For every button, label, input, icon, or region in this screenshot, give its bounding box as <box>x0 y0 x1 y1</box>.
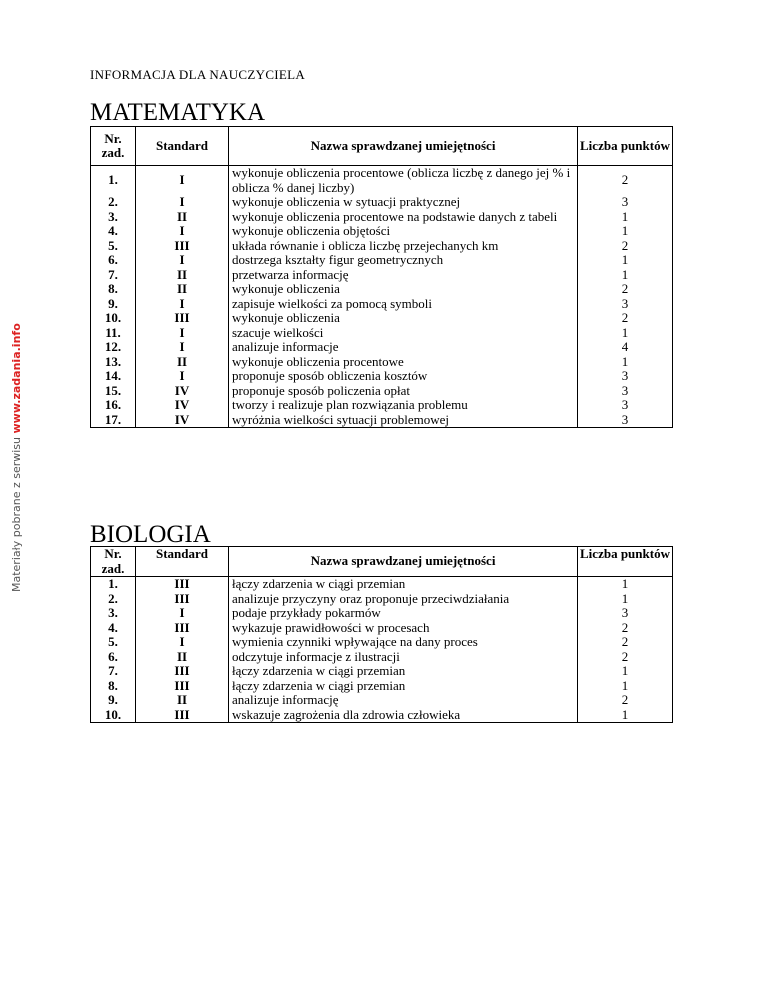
cell-nr: 6. <box>91 650 136 665</box>
cell-skill: tworzy i realizuje plan rozwiązania problemu <box>229 398 578 413</box>
biologia-table <box>90 546 673 723</box>
cell-skill: szacuje wielkości <box>229 326 578 341</box>
cell-nr: 2. <box>91 195 136 210</box>
section-title-biologia: BIOLOGIA <box>90 521 211 548</box>
cell-points: 1 <box>578 664 673 679</box>
cell-points: 3 <box>578 369 673 384</box>
cell-standard: IV <box>136 398 229 413</box>
cell-standard: III <box>136 577 229 592</box>
table-row <box>91 413 673 428</box>
cell-nr: 12. <box>91 340 136 355</box>
matematyka-table-body <box>91 166 673 428</box>
cell-skill: wykonuje obliczenia w sytuacji praktycznej <box>229 195 578 210</box>
cell-skill: proponuje sposób obliczenia kosztów <box>229 369 578 384</box>
cell-standard: III <box>136 592 229 607</box>
cell-nr: 5. <box>91 239 136 254</box>
table-row <box>91 355 673 370</box>
cell-points: 1 <box>578 326 673 341</box>
cell-standard: I <box>136 195 229 210</box>
table-row <box>91 239 673 254</box>
watermark-prefix: Materiały pobrane z serwisu <box>10 433 23 592</box>
cell-points: 3 <box>578 195 673 210</box>
cell-nr: 4. <box>91 224 136 239</box>
cell-standard: I <box>136 224 229 239</box>
cell-standard: III <box>136 239 229 254</box>
cell-skill: analizuje informacje <box>229 340 578 355</box>
cell-points: 2 <box>578 621 673 636</box>
cell-nr: 3. <box>91 210 136 225</box>
watermark-site: www.zadania.info <box>10 323 23 434</box>
table-row <box>91 340 673 355</box>
table-row <box>91 606 673 621</box>
cell-standard: I <box>136 369 229 384</box>
cell-skill: wykazuje prawidłowości w procesach <box>229 621 578 636</box>
cell-points: 2 <box>578 311 673 326</box>
cell-points: 2 <box>578 693 673 708</box>
cell-standard: IV <box>136 384 229 399</box>
header-points: Liczba punktów <box>578 547 673 577</box>
cell-nr: 7. <box>91 268 136 283</box>
cell-skill: łączy zdarzenia w ciągi przemian <box>229 577 578 592</box>
cell-points: 3 <box>578 398 673 413</box>
table-row <box>91 621 673 636</box>
cell-nr: 1. <box>91 577 136 592</box>
table-row <box>91 650 673 665</box>
header-points: Liczba punktów <box>578 127 673 166</box>
cell-standard: II <box>136 210 229 225</box>
table-row <box>91 693 673 708</box>
cell-nr: 16. <box>91 398 136 413</box>
cell-nr: 1. <box>91 166 136 196</box>
cell-standard: III <box>136 664 229 679</box>
table-row <box>91 592 673 607</box>
cell-standard: I <box>136 166 229 196</box>
cell-points: 3 <box>578 413 673 428</box>
cell-nr: 10. <box>91 311 136 326</box>
cell-points: 3 <box>578 606 673 621</box>
cell-standard: II <box>136 650 229 665</box>
cell-nr: 4. <box>91 621 136 636</box>
cell-nr: 17. <box>91 413 136 428</box>
cell-skill: układa równanie i oblicza liczbę przejechanych km <box>229 239 578 254</box>
table-row <box>91 708 673 723</box>
cell-skill: analizuje informację <box>229 693 578 708</box>
table-row <box>91 679 673 694</box>
cell-points: 4 <box>578 340 673 355</box>
cell-skill: analizuje przyczyny oraz proponuje przeciwdziałania <box>229 592 578 607</box>
header-nr: Nr. zad. <box>91 127 136 166</box>
cell-points: 1 <box>578 253 673 268</box>
document-header: INFORMACJA DLA NAUCZYCIELA <box>90 67 306 82</box>
cell-skill: łączy zdarzenia w ciągi przemian <box>229 679 578 694</box>
cell-standard: III <box>136 708 229 723</box>
cell-nr: 8. <box>91 282 136 297</box>
cell-nr: 8. <box>91 679 136 694</box>
cell-skill: wykonuje obliczenia <box>229 311 578 326</box>
cell-nr: 11. <box>91 326 136 341</box>
cell-skill: wymienia czynniki wpływające na dany proces <box>229 635 578 650</box>
header-skill: Nazwa sprawdzanej umiejętności <box>229 127 578 166</box>
table-row <box>91 210 673 225</box>
cell-nr: 10. <box>91 708 136 723</box>
cell-standard: II <box>136 268 229 283</box>
cell-nr: 7. <box>91 664 136 679</box>
header-nr: Nr. zad. <box>91 547 136 577</box>
table-row <box>91 253 673 268</box>
cell-nr: 5. <box>91 635 136 650</box>
table-row <box>91 384 673 399</box>
cell-standard: III <box>136 621 229 636</box>
cell-standard: I <box>136 635 229 650</box>
cell-skill: proponuje sposób policzenia opłat <box>229 384 578 399</box>
cell-standard: I <box>136 253 229 268</box>
cell-points: 1 <box>578 355 673 370</box>
cell-standard: I <box>136 297 229 312</box>
table-row <box>91 297 673 312</box>
cell-points: 2 <box>578 166 673 196</box>
header-standard: Standard <box>136 547 229 577</box>
cell-nr: 3. <box>91 606 136 621</box>
biologia-table-body <box>91 577 673 723</box>
cell-nr: 15. <box>91 384 136 399</box>
cell-nr: 9. <box>91 297 136 312</box>
cell-points: 2 <box>578 650 673 665</box>
cell-skill: odczytuje informacje z ilustracji <box>229 650 578 665</box>
table-header-row <box>91 127 673 166</box>
cell-nr: 13. <box>91 355 136 370</box>
cell-points: 2 <box>578 239 673 254</box>
cell-standard: II <box>136 355 229 370</box>
cell-skill: dostrzega kształty figur geometrycznych <box>229 253 578 268</box>
cell-points: 1 <box>578 210 673 225</box>
cell-standard: III <box>136 679 229 694</box>
header-skill: Nazwa sprawdzanej umiejętności <box>229 547 578 577</box>
table-row <box>91 311 673 326</box>
table-row <box>91 224 673 239</box>
cell-standard: III <box>136 311 229 326</box>
cell-points: 3 <box>578 297 673 312</box>
cell-points: 2 <box>578 282 673 297</box>
cell-skill: łączy zdarzenia w ciągi przemian <box>229 664 578 679</box>
matematyka-table <box>90 126 673 428</box>
cell-standard: I <box>136 326 229 341</box>
cell-skill: wykonuje obliczenia procentowe <box>229 355 578 370</box>
cell-standard: II <box>136 693 229 708</box>
cell-skill: wykonuje obliczenia procentowe (oblicza liczbę z danego jej % i oblicza % danej liczby) <box>229 166 578 196</box>
cell-points: 1 <box>578 224 673 239</box>
table-row <box>91 282 673 297</box>
table-row <box>91 577 673 592</box>
cell-standard: II <box>136 282 229 297</box>
cell-points: 3 <box>578 384 673 399</box>
cell-nr: 2. <box>91 592 136 607</box>
table-row <box>91 195 673 210</box>
cell-points: 1 <box>578 592 673 607</box>
table-row <box>91 635 673 650</box>
table-row <box>91 326 673 341</box>
cell-skill: wskazuje zagrożenia dla zdrowia człowieka <box>229 708 578 723</box>
table-row <box>91 664 673 679</box>
table-row <box>91 398 673 413</box>
cell-nr: 14. <box>91 369 136 384</box>
cell-nr: 9. <box>91 693 136 708</box>
cell-skill: zapisuje wielkości za pomocą symboli <box>229 297 578 312</box>
table-row <box>91 369 673 384</box>
cell-nr: 6. <box>91 253 136 268</box>
cell-standard: I <box>136 606 229 621</box>
cell-skill: przetwarza informację <box>229 268 578 283</box>
cell-skill: wykonuje obliczenia objętości <box>229 224 578 239</box>
cell-points: 1 <box>578 268 673 283</box>
cell-standard: I <box>136 340 229 355</box>
cell-skill: wykonuje obliczenia procentowe na podstawie danych z tabeli <box>229 210 578 225</box>
cell-skill: wyróżnia wielkości sytuacji problemowej <box>229 413 578 428</box>
cell-points: 1 <box>578 679 673 694</box>
cell-skill: podaje przykłady pokarmów <box>229 606 578 621</box>
table-row <box>91 166 673 196</box>
table-row <box>91 268 673 283</box>
watermark <box>10 323 23 592</box>
cell-points: 1 <box>578 577 673 592</box>
cell-points: 1 <box>578 708 673 723</box>
cell-skill: wykonuje obliczenia <box>229 282 578 297</box>
cell-standard: IV <box>136 413 229 428</box>
table-header-row <box>91 547 673 577</box>
section-title-matematyka: MATEMATYKA <box>90 99 265 126</box>
header-standard: Standard <box>136 127 229 166</box>
cell-points: 2 <box>578 635 673 650</box>
